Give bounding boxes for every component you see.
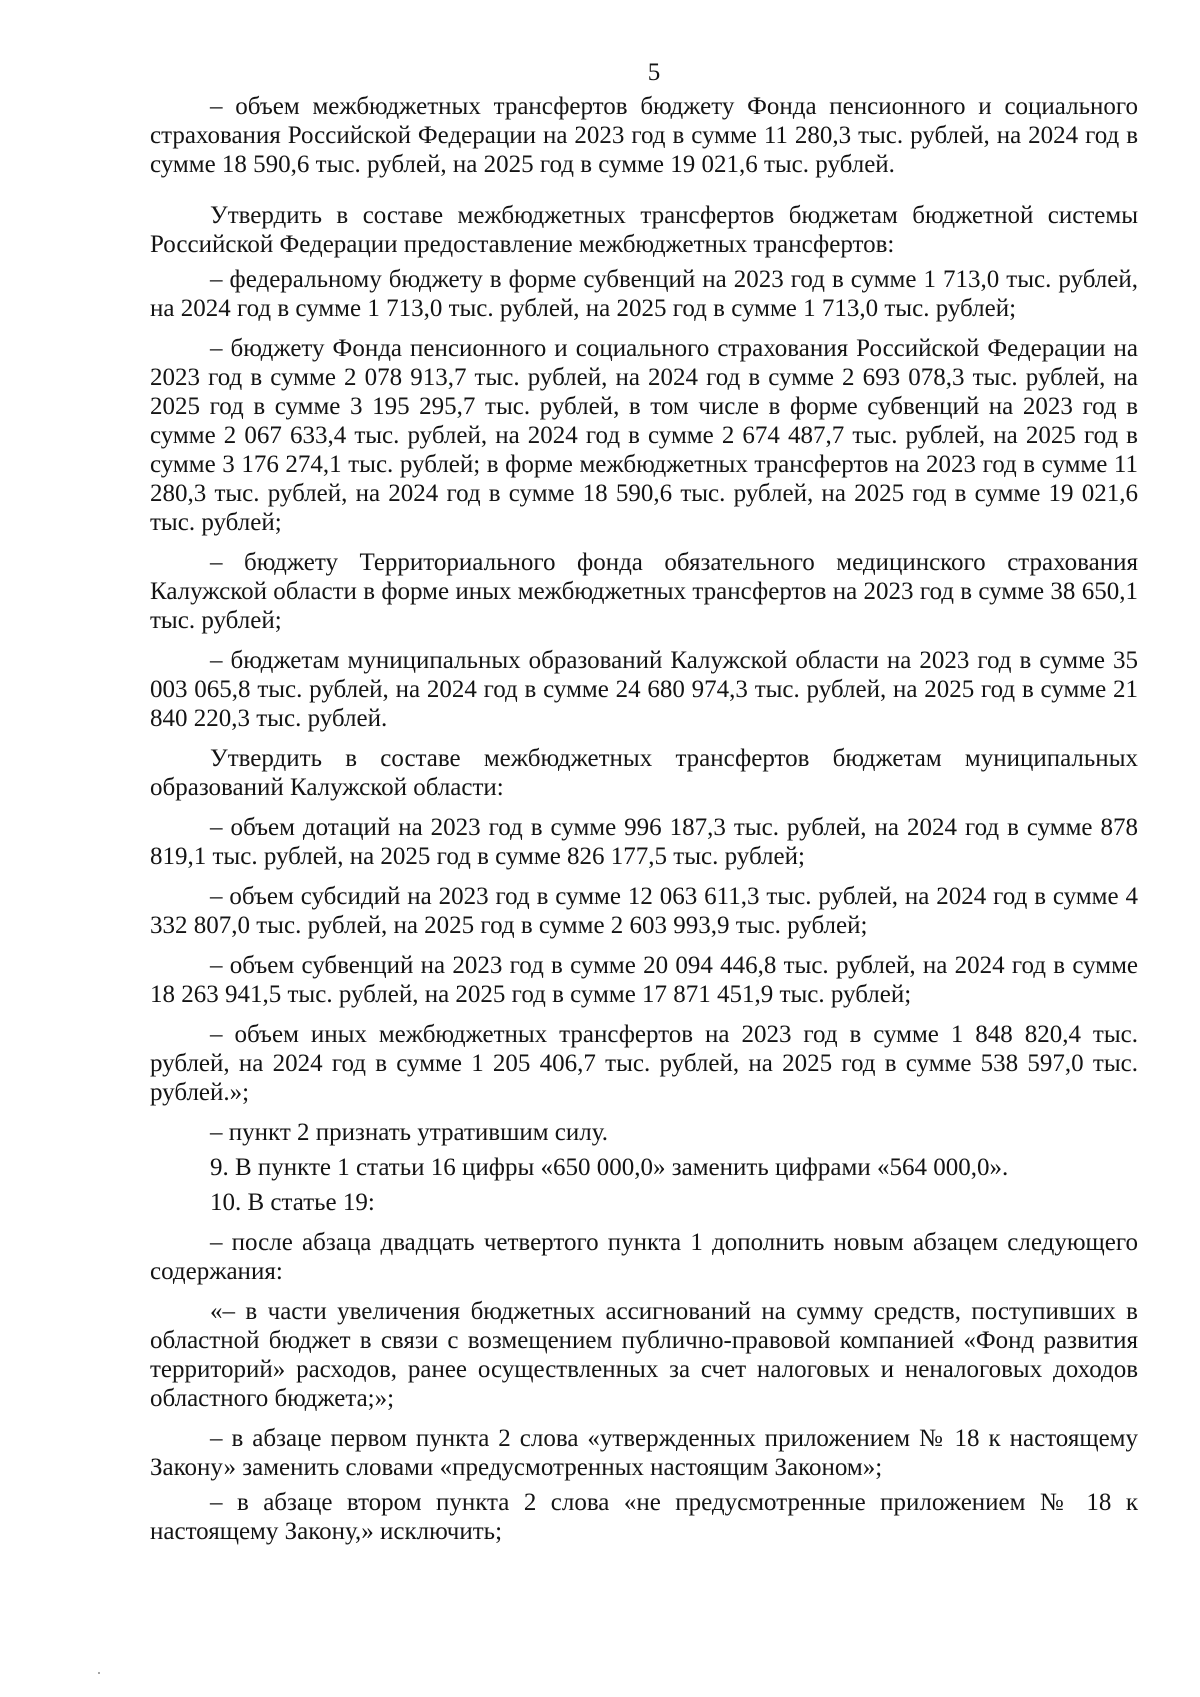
page-number: 5 (647, 59, 661, 86)
paragraph-exclude-words: – в абзаце втором пункта 2 слова «не предусмотренные приложением № 18 к настоящему Закону,» исключить; (150, 1489, 1138, 1545)
paragraph-replace-words: – в абзаце первом пункта 2 слова «утвержденных приложением № 18 к настоящему Закону» заменить словами «предусмотренных настоящим Законом»; (150, 1425, 1138, 1481)
paragraph-approve-budget-system-transfers: Утвердить в составе межбюджетных трансфертов бюджетам бюджетной системы Российской Федерации предоставление межбюджетных трансфертов: (150, 202, 1138, 258)
paragraph-pension-fund-transfers: – объем межбюджетных трансфертов бюджету Фонда пенсионного и социального страхования Российской Федерации на 2023 год в сумме 11 280,3 тыс. рублей, на 2024 год в сумме 18 590,6 тыс. рублей, на 2025 год в сумме 19 021,6 тыс. рублей. (150, 93, 1138, 178)
paragraph-add-new-paragraph: – после абзаца двадцать четвертого пункта 1 дополнить новым абзацем следующего содержания: (150, 1229, 1138, 1285)
paragraph-federal-budget: – федеральному бюджету в форме субвенций на 2023 год в сумме 1 713,0 тыс. рублей, на 2024 год в сумме 1 713,0 тыс. рублей, на 2025 год в сумме 1 713,0 тыс. рублей; (150, 266, 1138, 322)
paragraph-pension-fund-budget: – бюджету Фонда пенсионного и социального страхования Российской Федерации на 2023 год в сумме 2 078 913,7 тыс. рублей, на 2024 год в сумме 2 693 078,3 тыс. рублей, на 2025 год в сумме 3 195 295,7 тыс. рублей, в том числе в форме субвенций на 2023 год в сумме 2 067 633,4 тыс. рублей, на 2024 год в сумме 2 674 487,7 тыс. рублей, на 2025 год в сумме 3 176 274,1 тыс. рублей; в форме межбюджетных трансфертов на 2023 год в сумме 11 280,3 тыс. рублей, на 2024 год в сумме 18 590,6 тыс. рублей, на 2025 год в сумме 19 021,6 тыс. рублей; (150, 335, 1138, 536)
paragraph-other-transfers: – объем иных межбюджетных трансфертов на 2023 год в сумме 1 848 820,4 тыс. рублей, на 2024 год в сумме 1 205 406,7 тыс. рублей, на 2025 год в сумме 538 597,0 тыс. рублей.»; (150, 1021, 1138, 1106)
paragraph-territorial-medical-fund: – бюджету Территориального фонда обязательного медицинского страхования Калужской области в форме иных межбюджетных трансфертов на 2023 год в сумме 38 650,1 тыс. рублей; (150, 549, 1138, 634)
paragraph-quoted-insertion: «– в части увеличения бюджетных ассигнований на сумму средств, поступивших в областной бюджет в связи с возмещением публично-правовой компанией «Фонд развития территорий» расходов, ранее осуществленных за счет налоговых и неналоговых доходов областного бюджета;»; (150, 1298, 1138, 1412)
scan-speck (98, 1672, 100, 1674)
paragraph-subsidies: – объем субсидий на 2023 год в сумме 12 063 611,3 тыс. рублей, на 2024 год в сумме 4 332 807,0 тыс. рублей, на 2025 год в сумме 2 603 993,9 тыс. рублей; (150, 883, 1138, 939)
paragraph-item-10: 10. В статье 19: (210, 1189, 375, 1216)
paragraph-item-9: 9. В пункте 1 статьи 16 цифры «650 000,0» заменить цифрами «564 000,0». (210, 1154, 1009, 1181)
paragraph-subventions: – объем субвенций на 2023 год в сумме 20 094 446,8 тыс. рублей, на 2024 год в сумме 18 263 941,5 тыс. рублей, на 2025 год в сумме 17 871 451,9 тыс. рублей; (150, 952, 1138, 1008)
paragraph-municipal-budgets: – бюджетам муниципальных образований Калужской области на 2023 год в сумме 35 003 065,8 тыс. рублей, на 2024 год в сумме 24 680 974,3 тыс. рублей, на 2025 год в сумме 21 840 220,3 тыс. рублей. (150, 647, 1138, 732)
paragraph-subsidies-dotations: – объем дотаций на 2023 год в сумме 996 187,3 тыс. рублей, на 2024 год в сумме 878 819,1 тыс. рублей, на 2025 год в сумме 826 177,5 тыс. рублей; (150, 814, 1138, 870)
paragraph-point-2-void: – пункт 2 признать утратившим силу. (210, 1119, 608, 1146)
paragraph-approve-municipal-transfers: Утвердить в составе межбюджетных трансфертов бюджетам муниципальных образований Калужской области: (150, 745, 1138, 801)
